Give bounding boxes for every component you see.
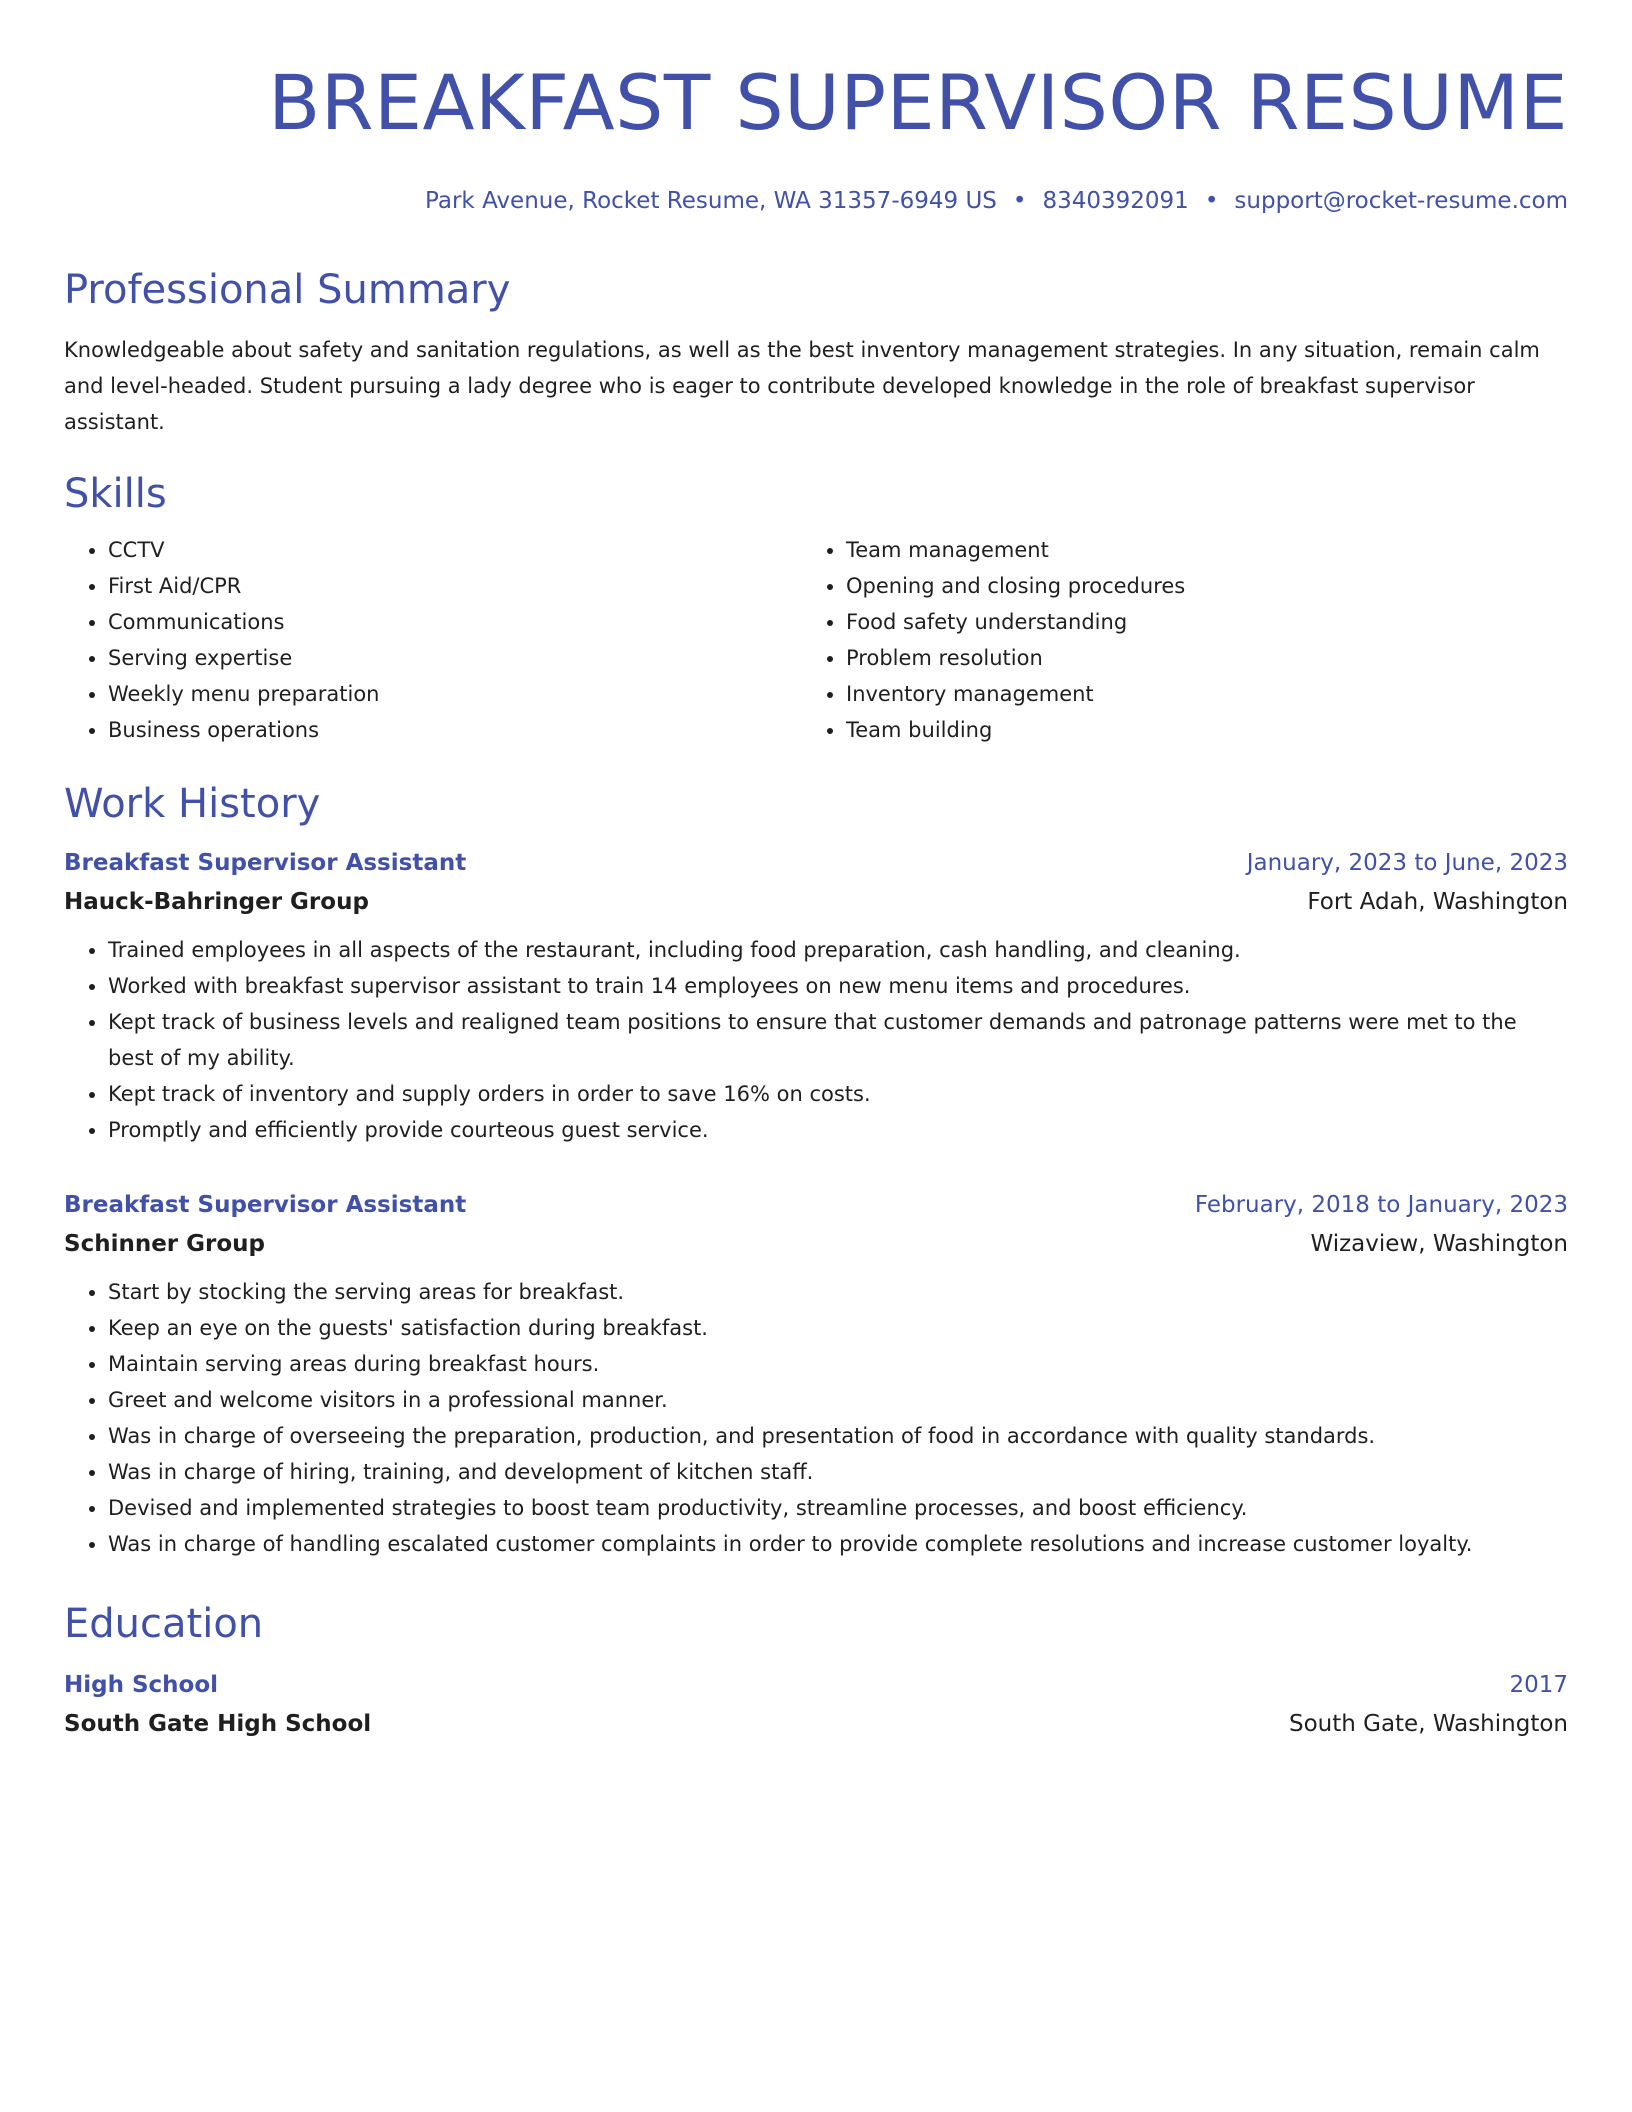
- duty-item: • Kept track of inventory and supply orders in order to save 16% on costs.: [108, 1076, 1568, 1112]
- duty-item: • Was in charge of handling escalated customer complaints in order to provide complete resolutions and increase customer loyalty.: [108, 1526, 1568, 1562]
- education-year: 2017: [1509, 1672, 1568, 1698]
- job-dates: January, 2023 to June, 2023: [1246, 850, 1568, 876]
- contact-separator: •: [1012, 188, 1027, 214]
- contact-phone: 8340392091: [1042, 188, 1189, 214]
- skills-column-left: [64, 532, 802, 748]
- job-dates: February, 2018 to January, 2023: [1194, 1192, 1568, 1218]
- summary-text: Knowledgeable about safety and sanitation regulations, as well as the best inventory management strategies. In any situation, remain calm and level-headed. Student pursuing a lady degree who is eager to contribute developed knowledge in the role of breakfast supervisor assistant.: [64, 338, 1540, 434]
- education-header-row: [64, 1666, 1568, 1704]
- duty-item: • Worked with breakfast supervisor assistant to train 14 employees on new menu items and procedures.: [108, 968, 1568, 1004]
- education-school: South Gate High School: [64, 1711, 372, 1737]
- skill-item: • Team building: [846, 712, 1562, 748]
- job-entry: [64, 1186, 1568, 1562]
- job-title: Breakfast Supervisor Assistant: [64, 850, 467, 876]
- skill-item: • Problem resolution: [846, 640, 1562, 676]
- education-location: South Gate, Washington: [1288, 1711, 1568, 1737]
- work-history-heading: Work History: [64, 781, 321, 827]
- education-school-row: [64, 1704, 1568, 1744]
- skills-list: [64, 532, 1568, 748]
- education-entry: [64, 1666, 1568, 1744]
- skill-item: • Food safety understanding: [846, 604, 1562, 640]
- duty-item: • Promptly and efficiently provide courteous guest service.: [108, 1112, 1568, 1148]
- duty-item: • Was in charge of overseeing the preparation, production, and presentation of food in accordance with quality standards.: [108, 1418, 1568, 1454]
- contact-email: support@rocket-resume.com: [1234, 188, 1568, 214]
- job-header-row: [64, 1186, 1568, 1224]
- contact-separator: •: [1204, 188, 1219, 214]
- skill-item: • Communications: [108, 604, 802, 640]
- skill-item: • CCTV: [108, 532, 802, 568]
- duty-item: • Greet and welcome visitors in a professional manner.: [108, 1382, 1568, 1418]
- duty-item: • Devised and implemented strategies to boost team productivity, streamline processes, and boost efficiency.: [108, 1490, 1568, 1526]
- job-duties: [64, 1274, 1568, 1562]
- job-header-row: [64, 844, 1568, 882]
- resume-header: [64, 56, 1568, 216]
- duty-item: • Keep an eye on the guests' satisfaction during breakfast.: [108, 1310, 1568, 1346]
- job-company-row: [64, 882, 1568, 922]
- job-duties: [64, 932, 1568, 1148]
- contact-line: [64, 186, 1568, 216]
- job-title: Breakfast Supervisor Assistant: [64, 1192, 467, 1218]
- duty-item: • Was in charge of hiring, training, and development of kitchen staff.: [108, 1454, 1568, 1490]
- skills-column-right: [802, 532, 1562, 748]
- job-location: Fort Adah, Washington: [1307, 889, 1568, 915]
- skill-item: • Inventory management: [846, 676, 1562, 712]
- skill-item: • Weekly menu preparation: [108, 676, 802, 712]
- job-company: Hauck-Bahringer Group: [64, 889, 369, 915]
- job-company: Schinner Group: [64, 1231, 266, 1257]
- duty-item: • Kept track of business levels and realigned team positions to ensure that customer demands and patronage patterns were met to the best of my ability.: [108, 1004, 1568, 1076]
- job-entry: [64, 844, 1568, 1148]
- education-degree: High School: [64, 1672, 219, 1698]
- skill-item: • Opening and closing procedures: [846, 568, 1562, 604]
- duty-item: • Trained employees in all aspects of the restaurant, including food preparation, cash handling, and cleaning.: [108, 932, 1568, 968]
- summary-heading: Professional Summary: [64, 267, 511, 313]
- contact-address: Park Avenue, Rocket Resume, WA 31357-6949 US: [425, 188, 997, 214]
- job-location: Wizaview, Washington: [1310, 1231, 1568, 1257]
- skill-item: • Business operations: [108, 712, 802, 748]
- skills-heading: Skills: [64, 471, 167, 517]
- skill-item: • Team management: [846, 532, 1562, 568]
- resume-title: BREAKFAST SUPERVISOR RESUME: [268, 58, 1568, 147]
- duty-item: • Maintain serving areas during breakfast hours.: [108, 1346, 1568, 1382]
- education-heading: Education: [64, 1601, 264, 1647]
- skill-item: • Serving expertise: [108, 640, 802, 676]
- duty-item: • Start by stocking the serving areas for breakfast.: [108, 1274, 1568, 1310]
- job-company-row: [64, 1224, 1568, 1264]
- skill-item: • First Aid/CPR: [108, 568, 802, 604]
